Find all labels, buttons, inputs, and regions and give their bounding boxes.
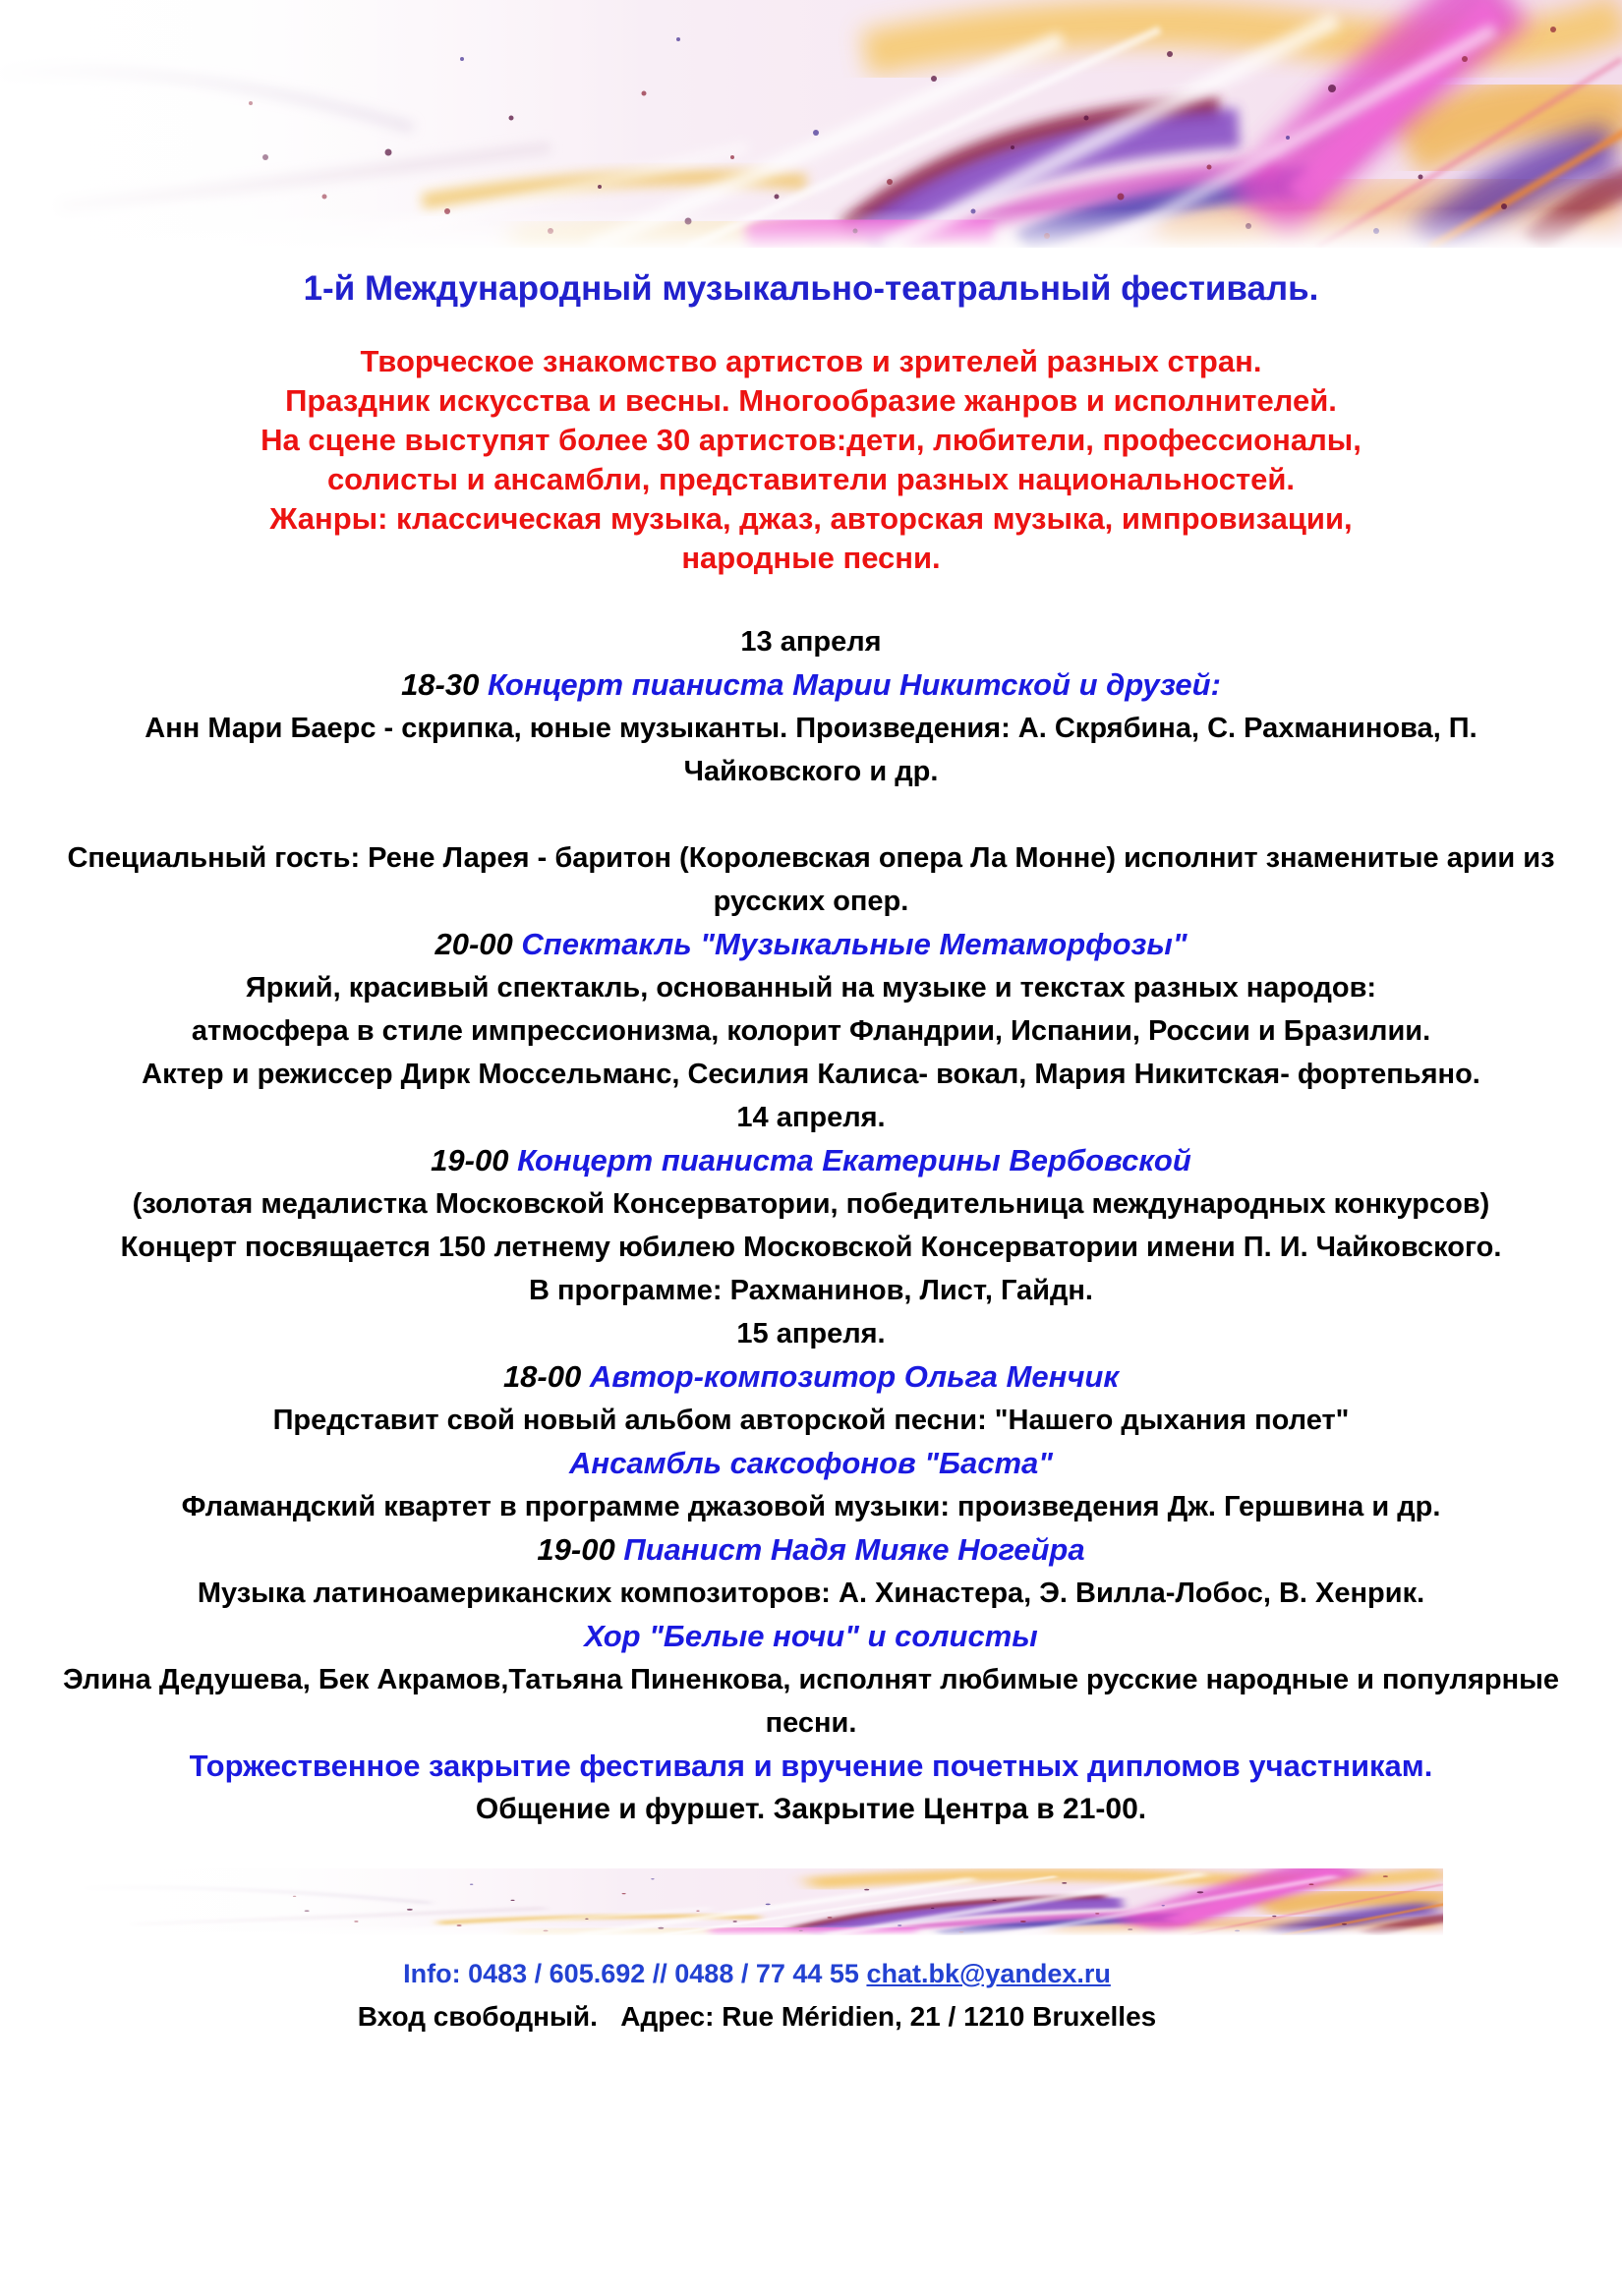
event-title: Хор "Белые ночи" и солисты: [584, 1619, 1038, 1653]
event-line: [0, 1139, 1622, 1182]
program-text-line: Концерт посвящается 150 летнему юбилею Московской Консерватории имени П. И. Чайковского.: [120, 1232, 1502, 1263]
program-text-line: Музыка латиноамериканских композиторов: А. Хинастера, Э. Вилла-Лобос, В. Хенрик.: [197, 1578, 1425, 1609]
event-time: 19-00: [537, 1532, 624, 1567]
header-abstract-art: [0, 0, 1622, 248]
page-title: 1-й Международный музыкально-театральный фестиваль.: [303, 269, 1319, 308]
program-text-line: русских опер.: [713, 886, 909, 917]
date-line: 14 апреля.: [736, 1102, 886, 1133]
closing-line-blue: Торжественное закрытие фестиваля и вручение почетных дипломов участникам.: [189, 1749, 1433, 1783]
footer-block: [0, 1952, 1514, 2038]
event-line: [0, 1615, 1622, 1658]
intro-line: Творческое знакомство артистов и зрителей разных стран.: [360, 344, 1262, 378]
event-title: Ансамбль саксофонов "Баста": [569, 1446, 1053, 1480]
event-line: [0, 1442, 1622, 1485]
event-title: Концерт пианиста Марии Никитской и друзей:: [487, 667, 1221, 702]
program-text-line: (золотая медалистка Московской Консерватории, победительница международных конкурсов): [132, 1188, 1490, 1220]
event-time: 18-00: [502, 1359, 590, 1394]
intro-block: [0, 342, 1622, 578]
intro-line: солисты и ансамбли, представители разных национальностей.: [326, 462, 1296, 496]
date-line: 15 апреля.: [736, 1318, 886, 1349]
closing-line-black: Общение и фуршет. Закрытие Центра в 21-00.: [475, 1793, 1147, 1825]
program-text-line: Фламандский квартет в программе джазовой музыки: произведения Дж. Гершвина и др.: [181, 1491, 1441, 1522]
event-time: 19-00: [431, 1143, 518, 1177]
program-text-line: Элина Дедушева, Бек Акрамов,Татьяна Пиненкова, исполнят любимые русские народные и популярные: [62, 1664, 1559, 1695]
event-line: [0, 1528, 1622, 1572]
event-title: Спектакль "Музыкальные Метаморфозы": [521, 927, 1188, 961]
program-schedule: [0, 620, 1622, 1831]
program-text-line: Актер и режиссер Дирк Моссельманс, Сесилия Калиса- вокал, Мария Никитская- фортепьяно.: [142, 1059, 1480, 1090]
event-title: Автор-композитор Ольга Менчик: [589, 1359, 1120, 1394]
program-text-line: Анн Мари Баерс - скрипка, юные музыканты. Произведения: А. Скрябина, С. Рахманинова, П.: [145, 713, 1477, 744]
event-time: 18-30: [401, 667, 488, 702]
spacer-line: [0, 793, 1622, 836]
event-time: 20-00: [434, 927, 522, 961]
program-text-line: атмосфера в стиле импрессионизма, колорит Фландрии, Испании, России и Бразилии.: [191, 1015, 1431, 1047]
footer-abstract-art: [85, 1868, 1443, 1935]
address-line: Вход свободный. Адрес: Rue Méridien, 21 / 1210 Bruxelles: [357, 2001, 1157, 2032]
intro-line: Жанры: классическая музыка, джаз, авторская музыка, импровизации,: [269, 501, 1353, 536]
program-text-line: В программе: Рахманинов, Лист, Гайдн.: [529, 1275, 1093, 1306]
event-title: Концерт пианиста Екатерины Вербовской: [517, 1143, 1191, 1177]
program-text-line: Специальный гость: Рене Ларея - баритон (Королевская опера Ла Монне) исполнит знаменитые арии из: [67, 842, 1555, 874]
event-line: [0, 923, 1622, 966]
info-line: [0, 1952, 1514, 1995]
event-title: Пианист Надя Мияке Ногейра: [623, 1532, 1085, 1567]
program-text-line: Яркий, красивый спектакль, основанный на музыке и текстах разных народов:: [245, 972, 1377, 1004]
program-text-line: Представит свой новый альбом авторской песни: "Нашего дыхания полет": [272, 1405, 1350, 1436]
event-line: [0, 663, 1622, 707]
intro-line: народные песни.: [681, 541, 941, 575]
program-text-line: Чайковского и др.: [683, 756, 939, 787]
email-link[interactable]: chat.bk@yandex.ru: [866, 1959, 1111, 1988]
program-text-line: песни.: [765, 1707, 857, 1739]
intro-line: На сцене выступят более 30 артистов:дети, любители, профессионалы,: [261, 423, 1361, 457]
info-phones: Info: 0483 / 605.692 // 0488 / 77 44 55: [403, 1959, 867, 1988]
date-line: 13 апреля: [740, 626, 882, 658]
intro-line: Праздник искусства и весны. Многообразие жанров и исполнителей.: [285, 383, 1337, 418]
event-line: [0, 1355, 1622, 1399]
